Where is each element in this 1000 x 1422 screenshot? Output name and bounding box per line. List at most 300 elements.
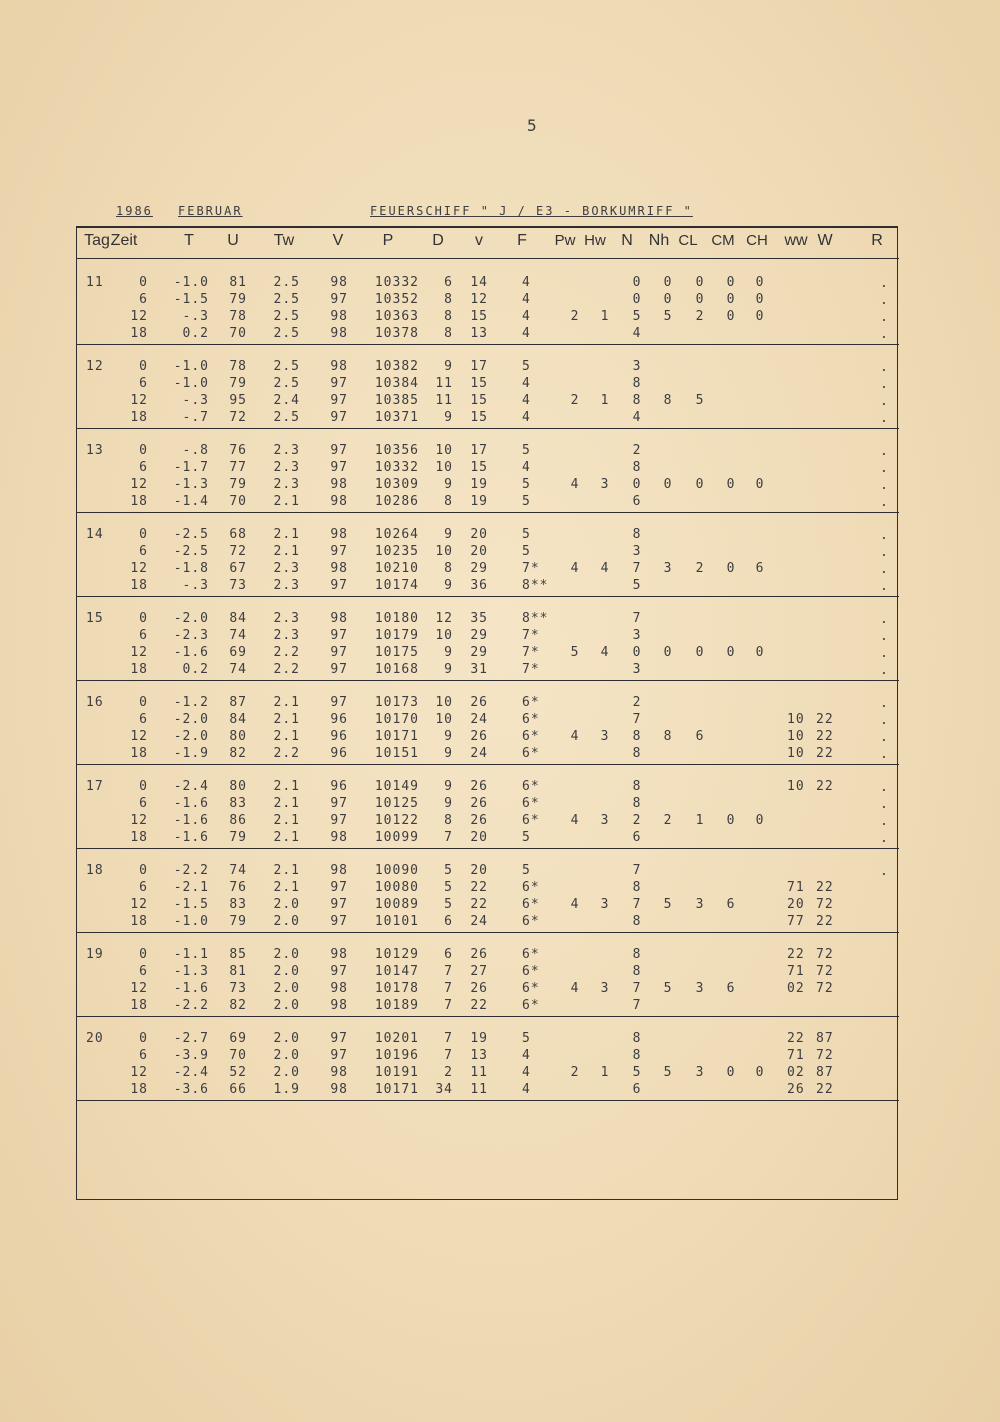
cell-cm: 6 <box>726 981 736 996</box>
cell-p: 10189 <box>374 998 419 1013</box>
table-row <box>76 694 899 711</box>
cell-p: 10264 <box>374 527 419 542</box>
cell-v2: 29 <box>470 628 488 643</box>
cell-v2: 17 <box>470 359 488 374</box>
cell-w: 72 <box>816 947 834 962</box>
cell-p: 10101 <box>374 914 419 929</box>
table-row <box>76 728 899 745</box>
cell-v2: 19 <box>470 494 488 509</box>
cell-tw: 2.2 <box>273 645 300 660</box>
cell-hw: 3 <box>600 813 610 828</box>
cell-p: 10210 <box>374 561 419 576</box>
cell-t: -2.1 <box>173 880 209 895</box>
cell-tw: 2.3 <box>273 561 300 576</box>
cell-p: 10125 <box>374 796 419 811</box>
column-header-f: F <box>517 232 527 249</box>
cell-n: 4 <box>632 326 642 341</box>
cell-f: 4 <box>522 309 531 324</box>
cell-v1: 97 <box>330 914 348 929</box>
cell-f: 4 <box>522 460 531 475</box>
cell-tw: 2.1 <box>273 779 300 794</box>
cell-v2: 15 <box>470 460 488 475</box>
cell-v1: 98 <box>330 830 348 845</box>
column-header-v: V <box>332 232 344 249</box>
cell-r: . <box>880 663 889 678</box>
cell-n: 5 <box>632 309 642 324</box>
table-row <box>76 291 899 308</box>
cell-r: . <box>880 327 889 342</box>
day-label: 18 <box>86 863 104 878</box>
table-row <box>76 392 899 409</box>
cell-u: 76 <box>229 443 247 458</box>
cell-hw: 3 <box>600 981 610 996</box>
cell-r: . <box>880 780 889 795</box>
cell-tw: 2.5 <box>273 410 300 425</box>
column-header-nh: Nh <box>648 232 670 249</box>
cell-u: 79 <box>229 830 247 845</box>
cell-w: 72 <box>816 981 834 996</box>
cell-p: 10174 <box>374 578 419 593</box>
cell-tw: 2.0 <box>273 914 300 929</box>
cell-t: -.7 <box>182 410 209 425</box>
cell-cm: 0 <box>726 309 736 324</box>
day-group <box>76 344 899 429</box>
cell-nh: 5 <box>663 897 673 912</box>
cell-cm: 0 <box>726 1065 736 1080</box>
cell-ch: 0 <box>755 1065 765 1080</box>
cell-tw: 2.2 <box>273 746 300 761</box>
cell-d: 10 <box>435 695 453 710</box>
cell-f: 5 <box>522 443 531 458</box>
cell-d: 6 <box>444 275 453 290</box>
cell-d: 7 <box>444 1048 453 1063</box>
cell-tw: 2.2 <box>273 662 300 677</box>
cell-p: 10384 <box>374 376 419 391</box>
cell-p: 10171 <box>374 1082 419 1097</box>
cell-d: 2 <box>444 1065 453 1080</box>
cell-f: 6* <box>522 998 540 1013</box>
cell-tw: 2.1 <box>273 863 300 878</box>
table-row <box>76 274 899 291</box>
cell-v2: 20 <box>470 544 488 559</box>
cell-zeit: 12 <box>130 729 148 744</box>
cell-p: 10382 <box>374 359 419 374</box>
cell-ww: 26 <box>787 1082 805 1097</box>
table-row <box>76 493 899 510</box>
day-group <box>76 1016 899 1101</box>
cell-u: 66 <box>229 1082 247 1097</box>
day-label: 12 <box>86 359 104 374</box>
cell-p: 10175 <box>374 645 419 660</box>
cell-f: 5 <box>522 359 531 374</box>
day-label: 16 <box>86 695 104 710</box>
cell-zeit: 18 <box>130 326 148 341</box>
cell-u: 79 <box>229 376 247 391</box>
title-month: FEBRUAR <box>178 204 243 218</box>
cell-v1: 98 <box>330 611 348 626</box>
cell-zeit: 6 <box>139 1048 148 1063</box>
cell-w: 22 <box>816 746 834 761</box>
cell-tw: 1.9 <box>273 1082 300 1097</box>
table-row <box>76 560 899 577</box>
cell-tw: 2.1 <box>273 494 300 509</box>
cell-n: 6 <box>632 494 642 509</box>
cell-p: 10180 <box>374 611 419 626</box>
cell-p: 10147 <box>374 964 419 979</box>
cell-zeit: 12 <box>130 393 148 408</box>
table-row <box>76 375 899 392</box>
cell-u: 87 <box>229 695 247 710</box>
cell-tw: 2.0 <box>273 998 300 1013</box>
table-row <box>76 358 899 375</box>
cell-u: 52 <box>229 1065 247 1080</box>
cell-r: . <box>880 646 889 661</box>
cell-v1: 97 <box>330 410 348 425</box>
cell-ww: 22 <box>787 947 805 962</box>
cell-n: 8 <box>632 527 642 542</box>
cell-v1: 98 <box>330 863 348 878</box>
cell-u: 79 <box>229 477 247 492</box>
cell-v1: 98 <box>330 359 348 374</box>
cell-cm: 0 <box>726 561 736 576</box>
cell-d: 7 <box>444 1031 453 1046</box>
cell-n: 8 <box>632 964 642 979</box>
cell-t: -1.0 <box>173 275 209 290</box>
cell-p: 10090 <box>374 863 419 878</box>
day-group <box>76 932 899 1017</box>
cell-zeit: 6 <box>139 880 148 895</box>
cell-f: 6* <box>522 729 540 744</box>
cell-t: -1.0 <box>173 376 209 391</box>
cell-n: 0 <box>632 645 642 660</box>
table-row <box>76 862 899 879</box>
cell-r: . <box>880 629 889 644</box>
cell-n: 8 <box>632 947 642 962</box>
table-row <box>76 308 899 325</box>
cell-ch: 0 <box>755 477 765 492</box>
cell-zeit: 12 <box>130 309 148 324</box>
day-label: 17 <box>86 779 104 794</box>
cell-cl: 3 <box>695 1065 705 1080</box>
cell-t: -2.4 <box>173 779 209 794</box>
cell-t: -1.6 <box>173 981 209 996</box>
cell-pw: 4 <box>570 981 580 996</box>
cell-v1: 98 <box>330 309 348 324</box>
cell-n: 6 <box>632 1082 642 1097</box>
cell-v2: 22 <box>470 998 488 1013</box>
day-group <box>76 512 899 597</box>
cell-v1: 98 <box>330 494 348 509</box>
cell-r: . <box>880 747 889 762</box>
day-label: 19 <box>86 947 104 962</box>
cell-n: 0 <box>632 292 642 307</box>
table-row <box>76 577 899 594</box>
cell-v2: 13 <box>470 326 488 341</box>
cell-n: 8 <box>632 376 642 391</box>
cell-zeit: 18 <box>130 998 148 1013</box>
cell-p: 10171 <box>374 729 419 744</box>
cell-p: 10371 <box>374 410 419 425</box>
cell-cl: 3 <box>695 981 705 996</box>
cell-u: 70 <box>229 494 247 509</box>
cell-v1: 97 <box>330 578 348 593</box>
cell-v2: 26 <box>470 981 488 996</box>
day-label: 20 <box>86 1031 104 1046</box>
cell-d: 7 <box>444 830 453 845</box>
cell-tw: 2.0 <box>273 897 300 912</box>
cell-zeit: 6 <box>139 292 148 307</box>
cell-f: 6* <box>522 813 540 828</box>
table-row <box>76 829 899 846</box>
cell-ch: 0 <box>755 813 765 828</box>
cell-p: 10178 <box>374 981 419 996</box>
cell-f: 6* <box>522 947 540 962</box>
cell-ch: 0 <box>755 645 765 660</box>
table-row <box>76 879 899 896</box>
cell-d: 8 <box>444 309 453 324</box>
cell-cm: 6 <box>726 897 736 912</box>
cell-tw: 2.3 <box>273 628 300 643</box>
cell-nh: 0 <box>663 292 673 307</box>
cell-t: -1.5 <box>173 897 209 912</box>
cell-r: . <box>880 831 889 846</box>
cell-zeit: 6 <box>139 796 148 811</box>
cell-v2: 22 <box>470 880 488 895</box>
cell-f: 5 <box>522 477 531 492</box>
day-group <box>76 260 899 345</box>
cell-d: 5 <box>444 863 453 878</box>
cell-cl: 2 <box>695 561 705 576</box>
cell-t: -2.2 <box>173 863 209 878</box>
cell-d: 10 <box>435 712 453 727</box>
cell-v2: 20 <box>470 527 488 542</box>
cell-nh: 5 <box>663 1065 673 1080</box>
cell-v1: 98 <box>330 275 348 290</box>
cell-r: . <box>880 293 889 308</box>
cell-pw: 4 <box>570 561 580 576</box>
cell-v2: 19 <box>470 1031 488 1046</box>
cell-d: 12 <box>435 611 453 626</box>
cell-n: 0 <box>632 275 642 290</box>
cell-u: 80 <box>229 779 247 794</box>
cell-p: 10196 <box>374 1048 419 1063</box>
cell-u: 82 <box>229 998 247 1013</box>
cell-tw: 2.1 <box>273 527 300 542</box>
cell-hw: 4 <box>600 645 610 660</box>
cell-d: 9 <box>444 527 453 542</box>
cell-d: 6 <box>444 947 453 962</box>
cell-tw: 2.1 <box>273 796 300 811</box>
cell-zeit: 18 <box>130 914 148 929</box>
cell-f: 4 <box>522 410 531 425</box>
cell-v1: 97 <box>330 813 348 828</box>
cell-v2: 31 <box>470 662 488 677</box>
day-group <box>76 764 899 849</box>
cell-p: 10149 <box>374 779 419 794</box>
cell-pw: 2 <box>570 309 580 324</box>
cell-d: 8 <box>444 292 453 307</box>
cell-t: -1.6 <box>173 813 209 828</box>
cell-d: 7 <box>444 998 453 1013</box>
cell-u: 72 <box>229 544 247 559</box>
cell-v2: 26 <box>470 695 488 710</box>
cell-v2: 19 <box>470 477 488 492</box>
cell-n: 8 <box>632 393 642 408</box>
cell-zeit: 12 <box>130 645 148 660</box>
cell-n: 8 <box>632 729 642 744</box>
cell-zeit: 0 <box>139 359 148 374</box>
cell-zeit: 12 <box>130 561 148 576</box>
cell-pw: 4 <box>570 813 580 828</box>
cell-zeit: 0 <box>139 947 148 962</box>
cell-zeit: 18 <box>130 662 148 677</box>
cell-v2: 36 <box>470 578 488 593</box>
cell-v1: 98 <box>330 947 348 962</box>
cell-n: 7 <box>632 981 642 996</box>
cell-d: 11 <box>435 393 453 408</box>
cell-tw: 2.5 <box>273 376 300 391</box>
column-header-p: P <box>382 232 394 249</box>
cell-n: 0 <box>632 477 642 492</box>
cell-tw: 2.5 <box>273 326 300 341</box>
cell-f: 4 <box>522 393 531 408</box>
cell-r: . <box>880 394 889 409</box>
cell-pw: 4 <box>570 477 580 492</box>
cell-zeit: 18 <box>130 410 148 425</box>
cell-f: 6* <box>522 914 540 929</box>
cell-v2: 15 <box>470 393 488 408</box>
cell-r: . <box>880 360 889 375</box>
table-row <box>76 325 899 342</box>
cell-v1: 98 <box>330 561 348 576</box>
cell-v2: 13 <box>470 1048 488 1063</box>
cell-tw: 2.3 <box>273 477 300 492</box>
cell-f: 4 <box>522 1048 531 1063</box>
column-header-hw: Hw <box>584 232 606 249</box>
cell-v1: 96 <box>330 729 348 744</box>
cell-ww: 77 <box>787 914 805 929</box>
cell-r: . <box>880 864 889 879</box>
cell-d: 8 <box>444 326 453 341</box>
cell-p: 10385 <box>374 393 419 408</box>
cell-ww: 10 <box>787 746 805 761</box>
cell-r: . <box>880 545 889 560</box>
cell-v1: 98 <box>330 981 348 996</box>
cell-t: -1.6 <box>173 830 209 845</box>
cell-zeit: 6 <box>139 544 148 559</box>
cell-v1: 98 <box>330 477 348 492</box>
cell-v2: 22 <box>470 897 488 912</box>
cell-zeit: 0 <box>139 779 148 794</box>
column-header-tw: Tw <box>273 232 295 249</box>
cell-r: . <box>880 495 889 510</box>
cell-v2: 24 <box>470 712 488 727</box>
cell-hw: 3 <box>600 477 610 492</box>
cell-p: 10170 <box>374 712 419 727</box>
cell-u: 74 <box>229 628 247 643</box>
cell-cl: 0 <box>695 477 705 492</box>
cell-f: 5 <box>522 544 531 559</box>
cell-zeit: 0 <box>139 1031 148 1046</box>
cell-v1: 97 <box>330 964 348 979</box>
cell-t: -1.8 <box>173 561 209 576</box>
day-label: 14 <box>86 527 104 542</box>
cell-f: 5 <box>522 527 531 542</box>
cell-zeit: 12 <box>130 897 148 912</box>
cell-zeit: 6 <box>139 964 148 979</box>
cell-f: 7* <box>522 628 540 643</box>
cell-cl: 0 <box>695 292 705 307</box>
cell-p: 10099 <box>374 830 419 845</box>
column-header-ch: CH <box>746 232 768 249</box>
cell-n: 2 <box>632 443 642 458</box>
cell-v1: 97 <box>330 1031 348 1046</box>
cell-v1: 97 <box>330 443 348 458</box>
cell-d: 8 <box>444 813 453 828</box>
cell-n: 7 <box>632 863 642 878</box>
cell-d: 8 <box>444 494 453 509</box>
cell-t: -2.5 <box>173 544 209 559</box>
cell-n: 8 <box>632 880 642 895</box>
cell-f: 5 <box>522 830 531 845</box>
cell-v2: 29 <box>470 561 488 576</box>
cell-pw: 4 <box>570 897 580 912</box>
cell-r: . <box>880 276 889 291</box>
cell-zeit: 18 <box>130 830 148 845</box>
cell-r: . <box>880 411 889 426</box>
cell-tw: 2.1 <box>273 830 300 845</box>
cell-d: 9 <box>444 410 453 425</box>
cell-d: 9 <box>444 796 453 811</box>
cell-tw: 2.4 <box>273 393 300 408</box>
cell-p: 10332 <box>374 460 419 475</box>
cell-v2: 11 <box>470 1065 488 1080</box>
cell-cl: 3 <box>695 897 705 912</box>
cell-r: . <box>880 612 889 627</box>
cell-zeit: 0 <box>139 275 148 290</box>
cell-t: 0.2 <box>182 326 209 341</box>
cell-u: 86 <box>229 813 247 828</box>
cell-u: 70 <box>229 326 247 341</box>
cell-w: 22 <box>816 729 834 744</box>
cell-r: . <box>880 377 889 392</box>
cell-u: 72 <box>229 410 247 425</box>
cell-ww: 71 <box>787 880 805 895</box>
cell-tw: 2.5 <box>273 309 300 324</box>
day-label: 13 <box>86 443 104 458</box>
table-row <box>76 476 899 493</box>
cell-ww: 02 <box>787 1065 805 1080</box>
column-header-w: W <box>817 232 833 249</box>
cell-d: 7 <box>444 981 453 996</box>
cell-u: 68 <box>229 527 247 542</box>
cell-nh: 2 <box>663 813 673 828</box>
cell-p: 10352 <box>374 292 419 307</box>
cell-tw: 2.5 <box>273 359 300 374</box>
cell-n: 8 <box>632 914 642 929</box>
cell-t: -2.0 <box>173 611 209 626</box>
cell-t: -2.7 <box>173 1031 209 1046</box>
cell-tw: 2.1 <box>273 729 300 744</box>
cell-d: 8 <box>444 561 453 576</box>
cell-f: 6* <box>522 796 540 811</box>
cell-v1: 98 <box>330 998 348 1013</box>
cell-v2: 11 <box>470 1082 488 1097</box>
cell-f: 6* <box>522 981 540 996</box>
cell-w: 22 <box>816 779 834 794</box>
table-row <box>76 442 899 459</box>
cell-hw: 3 <box>600 729 610 744</box>
